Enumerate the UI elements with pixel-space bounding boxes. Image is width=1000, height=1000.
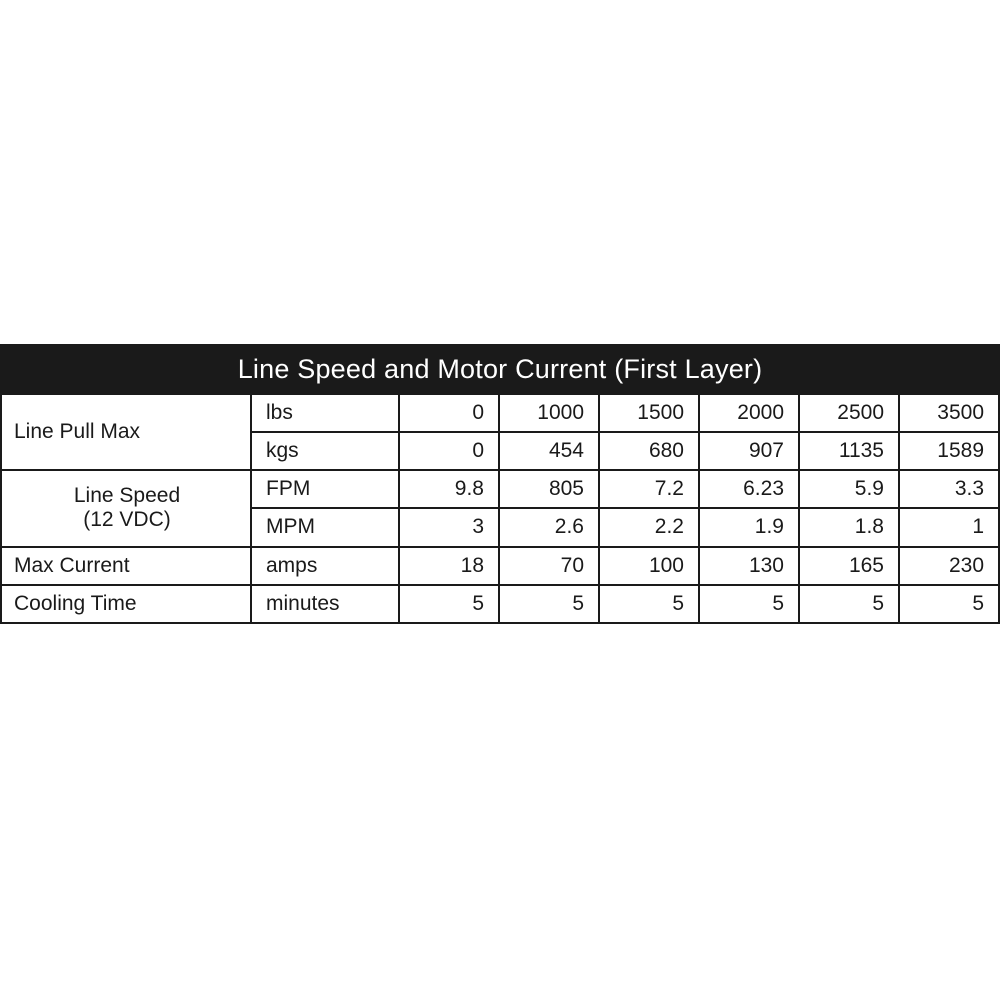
cell-value: 5 bbox=[499, 585, 599, 623]
table-row bbox=[1, 585, 999, 623]
cell-value: 680 bbox=[599, 432, 699, 470]
row-unit-kgs: kgs bbox=[251, 432, 399, 470]
cell-value: 9.8 bbox=[399, 470, 499, 508]
cell-value: 100 bbox=[599, 547, 699, 585]
cell-value: 2.2 bbox=[599, 508, 699, 546]
spec-table-container bbox=[0, 344, 1000, 624]
cell-value: 5 bbox=[399, 585, 499, 623]
row-unit-amps: amps bbox=[251, 547, 399, 585]
cell-value: 18 bbox=[399, 547, 499, 585]
table-row bbox=[1, 394, 999, 432]
cell-value: 1000 bbox=[499, 394, 599, 432]
cell-value: 454 bbox=[499, 432, 599, 470]
cell-value: 1 bbox=[899, 508, 999, 546]
cell-value: 907 bbox=[699, 432, 799, 470]
cell-value: 1500 bbox=[599, 394, 699, 432]
cell-value: 3 bbox=[399, 508, 499, 546]
cell-value: 7.2 bbox=[599, 470, 699, 508]
cell-value: 5 bbox=[599, 585, 699, 623]
cell-value: 1135 bbox=[799, 432, 899, 470]
cell-value: 1.9 bbox=[699, 508, 799, 546]
table-title-row bbox=[1, 345, 999, 394]
row-unit-minutes: minutes bbox=[251, 585, 399, 623]
row-unit-fpm: FPM bbox=[251, 470, 399, 508]
cell-value: 5 bbox=[699, 585, 799, 623]
table-title: Line Speed and Motor Current (First Layer) bbox=[1, 345, 999, 394]
cell-value: 70 bbox=[499, 547, 599, 585]
row-unit-mpm: MPM bbox=[251, 508, 399, 546]
cell-value: 5 bbox=[899, 585, 999, 623]
cell-value: 5.9 bbox=[799, 470, 899, 508]
cell-value: 805 bbox=[499, 470, 599, 508]
cell-value: 1.8 bbox=[799, 508, 899, 546]
row-label-max-current: Max Current bbox=[1, 547, 251, 585]
cell-value: 2.6 bbox=[499, 508, 599, 546]
row-label-cooling-time: Cooling Time bbox=[1, 585, 251, 623]
cell-value: 230 bbox=[899, 547, 999, 585]
cell-value: 3500 bbox=[899, 394, 999, 432]
cell-value: 1589 bbox=[899, 432, 999, 470]
row-label-line-speed-line1: Line Speed bbox=[73, 484, 181, 508]
cell-value: 0 bbox=[399, 432, 499, 470]
cell-value: 2000 bbox=[699, 394, 799, 432]
row-label-line-speed-line2: (12 VDC) bbox=[83, 508, 171, 532]
line-speed-motor-current-table bbox=[0, 344, 1000, 624]
cell-value: 0 bbox=[399, 394, 499, 432]
table-row bbox=[1, 470, 999, 508]
cell-value: 165 bbox=[799, 547, 899, 585]
cell-value: 6.23 bbox=[699, 470, 799, 508]
cell-value: 2500 bbox=[799, 394, 899, 432]
row-label-line-speed bbox=[1, 470, 251, 546]
cell-value: 5 bbox=[799, 585, 899, 623]
row-label-line-pull-max: Line Pull Max bbox=[1, 394, 251, 470]
cell-value: 130 bbox=[699, 547, 799, 585]
table-row bbox=[1, 547, 999, 585]
row-unit-lbs: lbs bbox=[251, 394, 399, 432]
cell-value: 3.3 bbox=[899, 470, 999, 508]
